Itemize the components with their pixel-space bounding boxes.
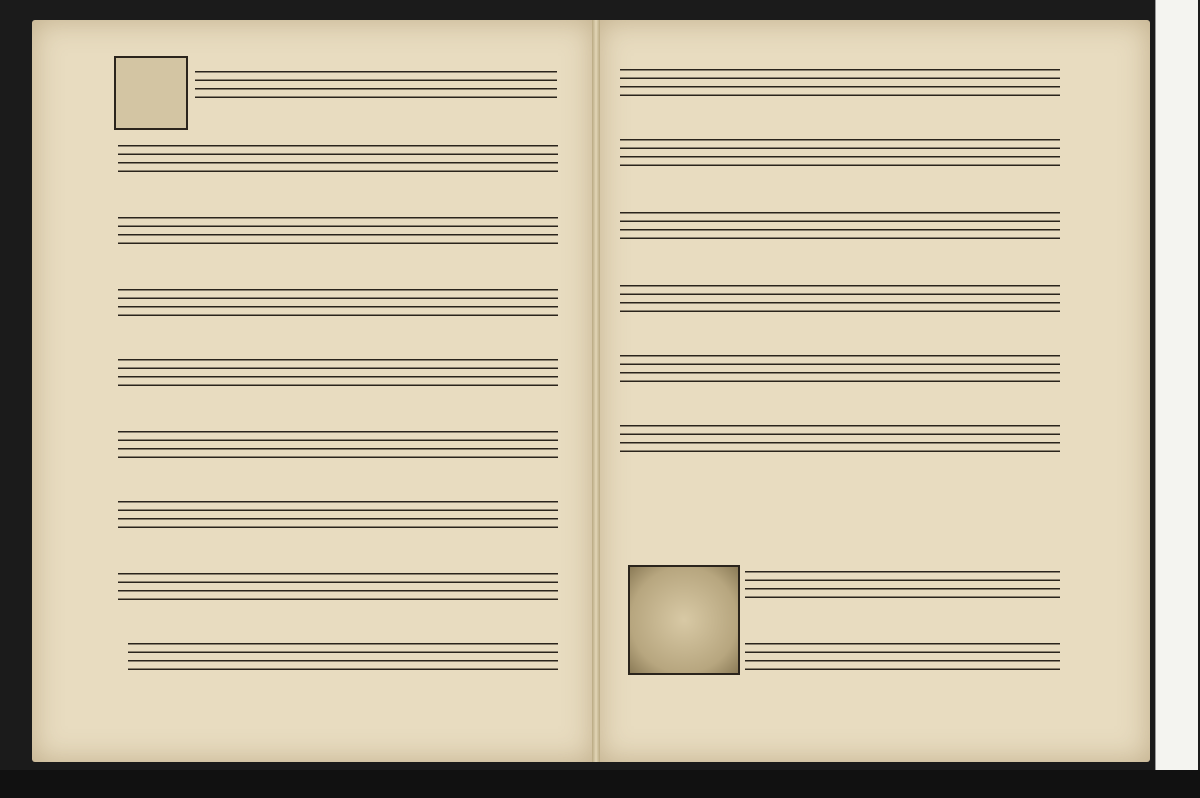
measurement-ruler (1155, 0, 1198, 772)
music-staff (118, 210, 558, 244)
music-staff (128, 636, 558, 670)
music-staff (745, 636, 1060, 670)
neume-notes (128, 636, 428, 786)
music-staff (118, 424, 558, 458)
music-staff (118, 494, 558, 528)
music-staff (195, 64, 557, 98)
music-staff (620, 62, 1060, 96)
empty-staff (620, 418, 1060, 452)
music-staff (118, 138, 558, 172)
book-gutter (592, 20, 600, 762)
music-staff (118, 566, 558, 600)
decorated-initial-m (628, 565, 740, 675)
music-staff (118, 282, 558, 316)
music-staff (620, 132, 1060, 166)
music-staff (620, 278, 1060, 312)
decorated-initial-c (114, 56, 188, 130)
music-staff (745, 564, 1060, 598)
music-staff (620, 205, 1060, 239)
music-staff (118, 352, 558, 386)
neume-notes (745, 636, 1045, 786)
empty-staff (620, 348, 1060, 382)
background-strip (0, 770, 1200, 798)
